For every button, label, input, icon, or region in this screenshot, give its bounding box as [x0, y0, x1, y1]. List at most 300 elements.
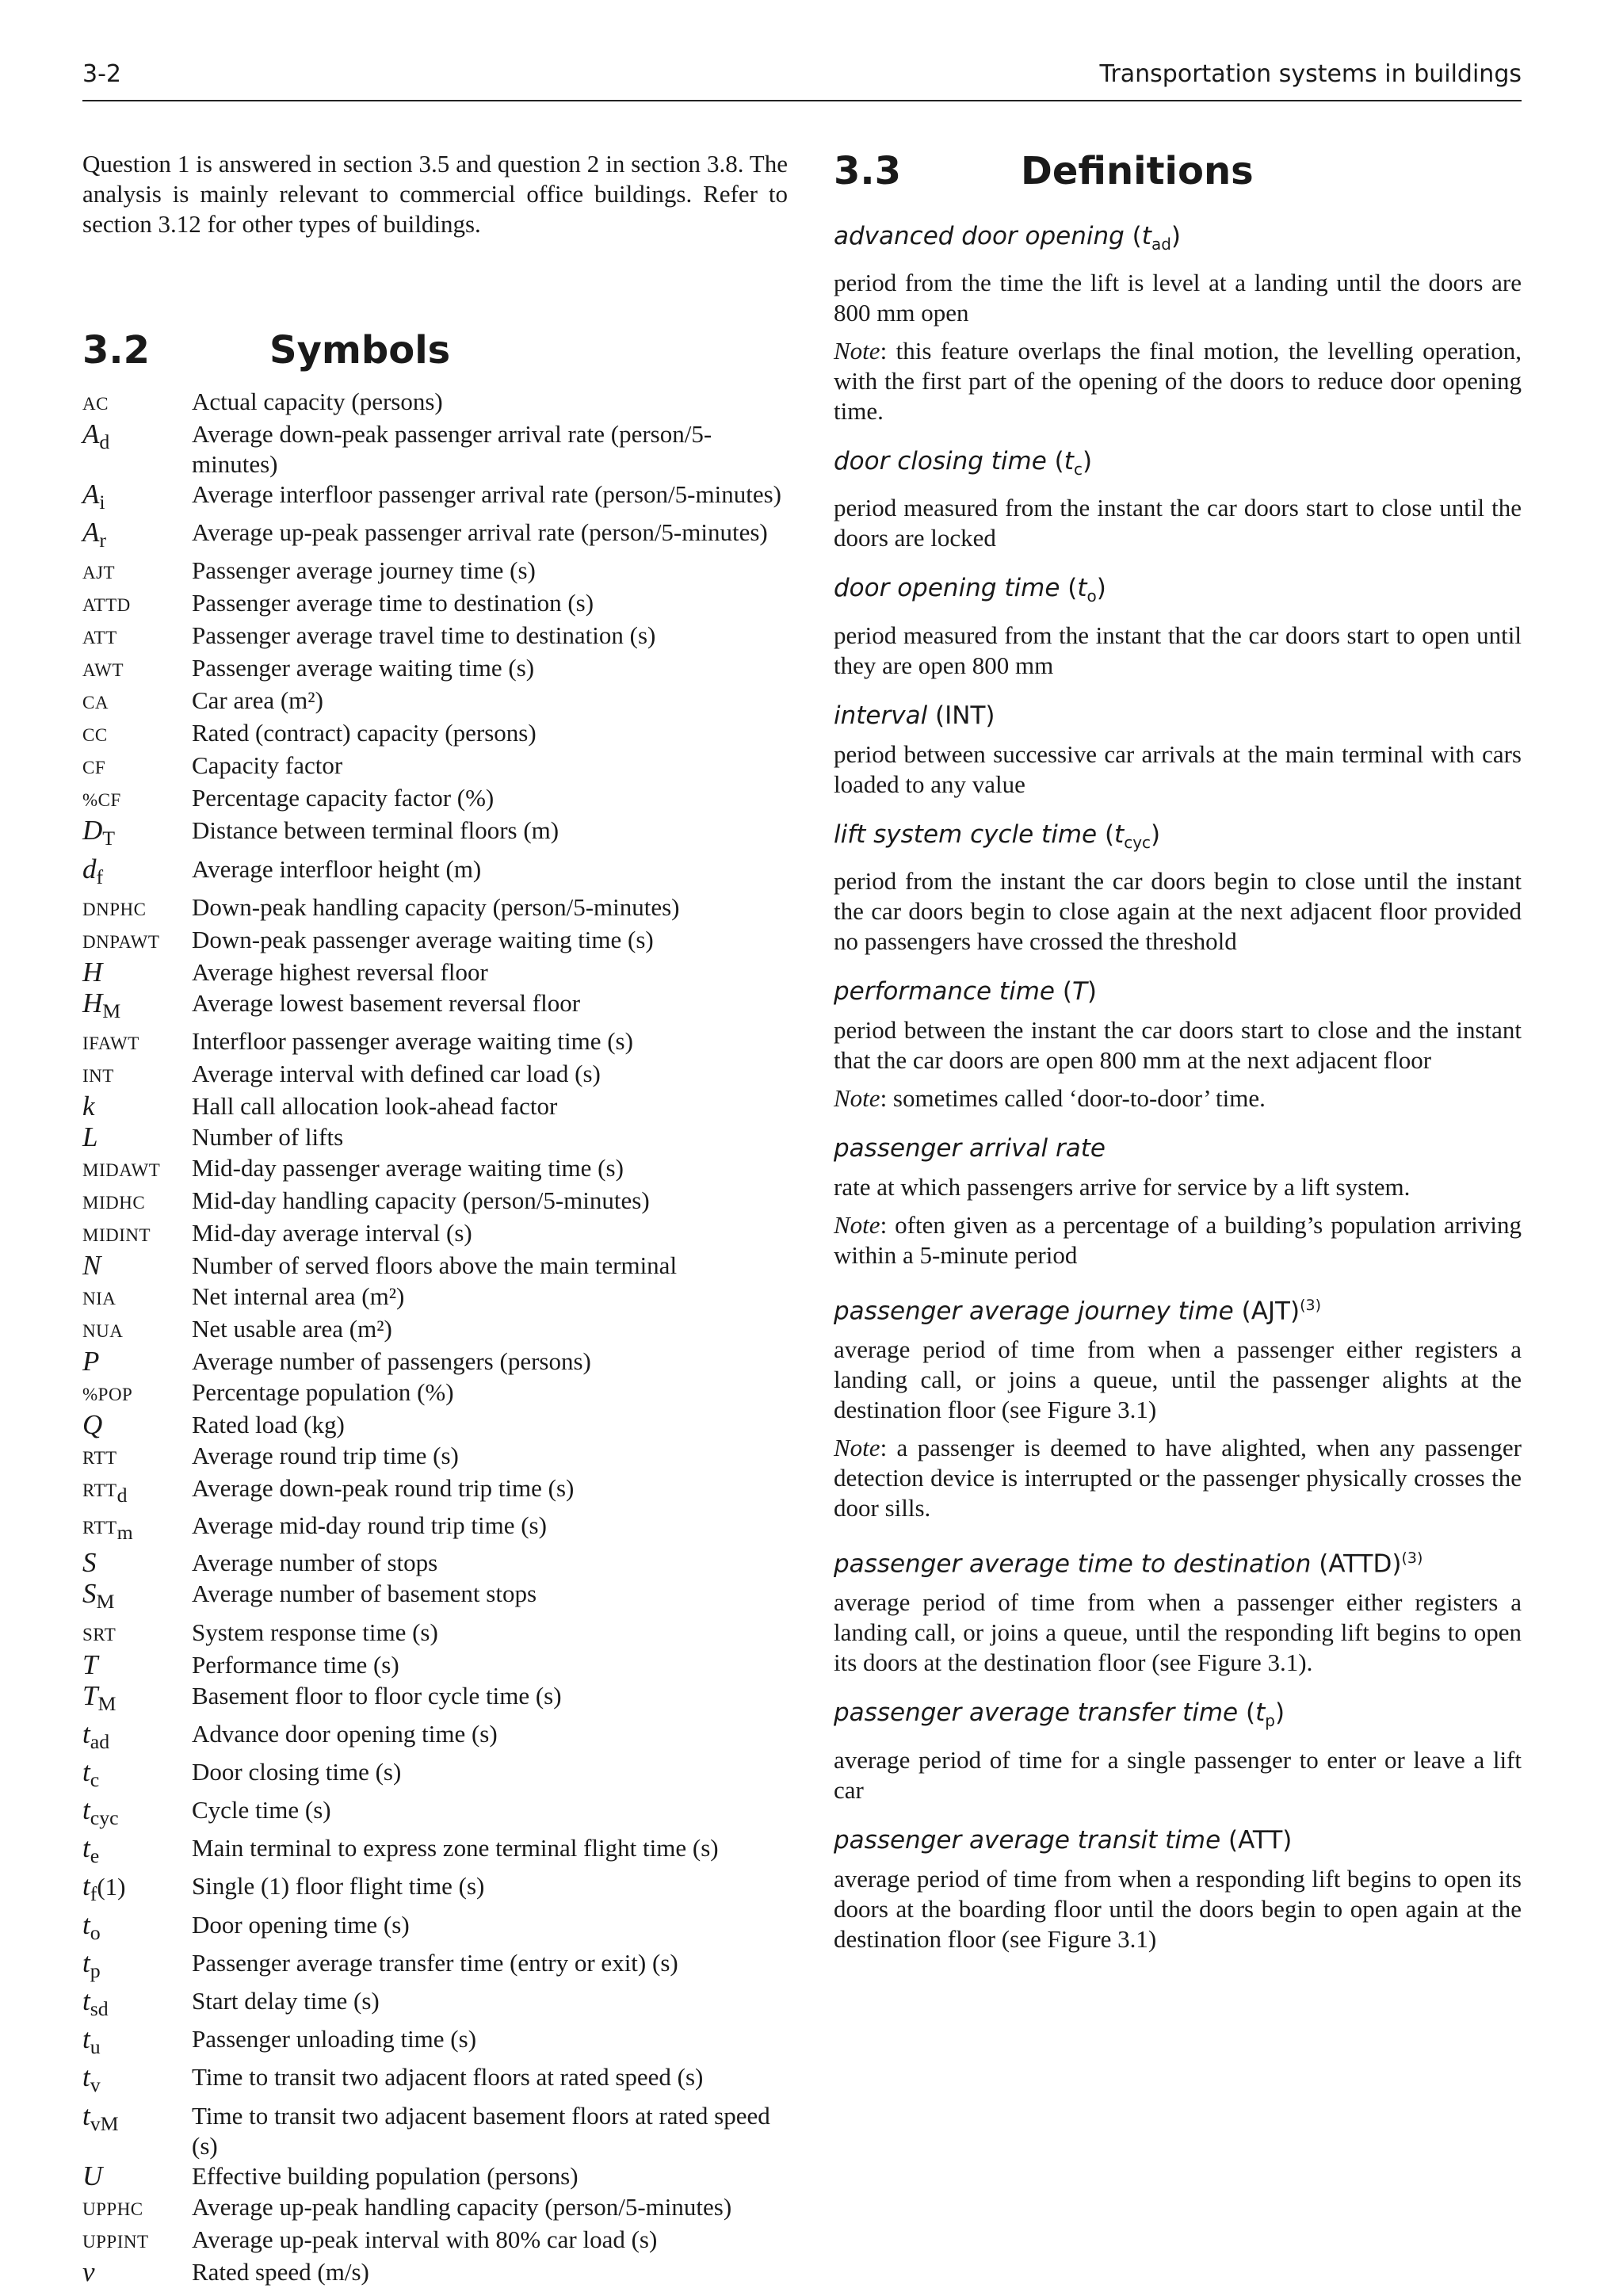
term-text: lift system cycle time [834, 819, 1098, 849]
definition-text [834, 1172, 1522, 1202]
symbol [82, 1153, 192, 1186]
symbol-definition: Rated speed (m/s) [192, 2257, 369, 2286]
symbol-main: t [82, 1794, 90, 1826]
symbol [82, 621, 192, 653]
symbol [82, 1650, 192, 1681]
definition-entry [834, 819, 1522, 957]
symbol-row [82, 1218, 788, 1251]
symbol-main: %CF [82, 790, 121, 811]
term-symbol: t [1255, 1698, 1266, 1728]
symbol [82, 1091, 192, 1122]
definition-text [834, 1015, 1522, 1075]
paren-close: ) [1096, 574, 1106, 603]
paren-close: ) [1086, 976, 1097, 1006]
symbol-row [82, 1948, 788, 1986]
symbol-main: Q [82, 1408, 103, 1440]
symbol [82, 1441, 192, 1473]
symbol-definition: Passenger average waiting time (s) [192, 654, 535, 682]
note-label: Note [834, 1434, 880, 1462]
symbol-row [82, 2257, 788, 2288]
paren-close: ) [1282, 1825, 1293, 1855]
symbol [82, 1026, 192, 1059]
definition-term [834, 1133, 1522, 1164]
symbol-main: t [82, 1870, 90, 1902]
symbol-main: AWT [82, 660, 124, 681]
symbol [82, 1833, 192, 1871]
section-title: Definitions [1021, 149, 1254, 193]
symbol [82, 2024, 192, 2062]
paren-open: ( [1220, 1825, 1239, 1855]
symbol-row [82, 1719, 788, 1757]
symbol-definition: Basement floor to floor cycle time (s) [192, 1681, 562, 1710]
symbol-subscript: i [99, 491, 105, 514]
symbol [82, 1186, 192, 1218]
definition-term [834, 700, 1522, 732]
term-symbol: t [1064, 447, 1074, 476]
symbol-row [82, 1871, 788, 1909]
symbol-subscript: M [97, 1691, 116, 1715]
definitions-list [834, 220, 1522, 1954]
symbol-row [82, 718, 788, 751]
symbol [82, 1511, 192, 1548]
definition-entry [834, 1697, 1522, 1805]
symbol-main: d [82, 853, 97, 884]
page-header [82, 57, 1522, 101]
symbol-definition: Mid-day handling capacity (person/5-minutes) [192, 1186, 650, 1214]
definition-body: period measured from the instant the car doors start to close until the doors are locked [834, 494, 1522, 552]
definition-term [834, 1697, 1522, 1736]
paren-open: ( [1238, 1698, 1256, 1728]
definition-body: average period of time from when a passenger either registers a landing call, or joins a queue, until the responding lift begins to open its doors at the destination floor (see Figure 3.1). [834, 1588, 1522, 1677]
symbol-subscript: c [90, 1768, 100, 1792]
left-column [82, 149, 788, 2288]
symbol [82, 1795, 192, 1833]
symbol-main: v [82, 2256, 95, 2287]
symbol-row [82, 556, 788, 588]
symbol-row [82, 1410, 788, 1441]
symbol-row [82, 1251, 788, 1282]
paren-open: ( [1060, 574, 1078, 603]
paren-close: ) [985, 701, 995, 730]
term-symbol-subscript: c [1073, 460, 1083, 479]
definition-entry [834, 1824, 1522, 1954]
symbol-subscript: m [116, 1521, 133, 1545]
symbol-main: AJT [82, 563, 116, 583]
symbol-row [82, 1681, 788, 1719]
symbol [82, 751, 192, 783]
symbol [82, 1681, 192, 1719]
symbol-definition: Hall call allocation look-ahead factor [192, 1091, 558, 1120]
symbol-definition: Average interfloor height (m) [192, 854, 482, 883]
symbol-row [82, 1650, 788, 1681]
symbol-definition: Actual capacity (persons) [192, 388, 443, 415]
symbol-definition: Average up-peak handling capacity (person/5-minutes) [192, 2192, 732, 2221]
symbol-definition: Net internal area (m²) [192, 1282, 405, 1310]
symbol-definition: Average number of basement stops [192, 1580, 537, 1608]
symbol-main: DNPAWT [82, 931, 160, 952]
symbol [82, 2101, 192, 2161]
definition-body: : often given as a percentage of a building’s population arriving within a 5-minute period [834, 1210, 1522, 1269]
definition-text [834, 268, 1522, 328]
definition-term [834, 819, 1522, 858]
symbol [82, 2062, 192, 2100]
symbol-row [82, 1833, 788, 1871]
symbol [82, 1251, 192, 1282]
paren-close: ) [1170, 222, 1181, 250]
paren-open: ( [1046, 447, 1064, 476]
symbol-definition: Percentage population (%) [192, 1377, 454, 1406]
symbol-definition: Average interval with defined car load (s) [192, 1059, 601, 1087]
section-title: Symbols [269, 328, 451, 372]
symbol-subscript: u [90, 2035, 101, 2059]
symbol-definition: Performance time (s) [192, 1650, 399, 1679]
symbol-definition: Net usable area (m²) [192, 1314, 392, 1343]
symbol [82, 2257, 192, 2288]
symbol [82, 686, 192, 718]
definition-text [834, 866, 1522, 957]
running-title: Transportation systems in buildings [1099, 60, 1522, 88]
symbol-definition: Time to transit two adjacent basement floors at rated speed (s) [192, 2101, 770, 2160]
definition-body: average period of time from when a passenger either registers a landing call, or joins a queue, until the passenger alights at the destination floor (see Figure 3.1) [834, 1335, 1522, 1424]
symbol-definition: Average interfloor passenger arrival rate (person/5-minutes) [192, 480, 781, 508]
symbol-definition: Average number of stops [192, 1549, 438, 1577]
definition-body: period from the time the lift is level at a landing until the doors are 800 mm open [834, 269, 1522, 327]
term-text: door opening time [834, 574, 1060, 603]
symbol-main: NUA [82, 1320, 124, 1341]
paren-open: ( [1233, 1297, 1251, 1326]
term-symbol-subscript: o [1086, 586, 1097, 606]
symbol-main: t [82, 1717, 90, 1749]
term-text: performance time [834, 976, 1055, 1006]
term-abbreviation: ATTD [1328, 1549, 1392, 1579]
symbol-definition: Average up-peak passenger arrival rate (person/5-minutes) [192, 518, 768, 547]
definition-text [834, 1587, 1522, 1678]
definition-body: period measured from the instant that the car doors start to open until they are open 800 mm [834, 621, 1522, 679]
symbol-definition: Mid-day average interval (s) [192, 1218, 472, 1247]
symbol-row [82, 1314, 788, 1347]
symbol-definition: Passenger average transfer time (entry or exit) (s) [192, 1948, 678, 1977]
symbol-main: L [82, 1121, 98, 1152]
definition-term [834, 1289, 1522, 1327]
definition-body: : sometimes called ‘door-to-door’ time. [880, 1083, 1266, 1112]
symbol [82, 1410, 192, 1441]
symbol [82, 518, 192, 556]
symbol-main: ATTD [82, 595, 131, 616]
symbol-row [82, 1091, 788, 1122]
symbol-row [82, 1548, 788, 1579]
paren-close: ) [1274, 1698, 1285, 1728]
symbol-row [82, 686, 788, 718]
symbol-subscript: e [90, 1844, 100, 1868]
symbol-definition: Effective building population (persons) [192, 2161, 579, 2190]
paren-close: ) [1289, 1297, 1300, 1326]
symbol-main: t [82, 1985, 90, 2016]
symbol-main: ATT [82, 628, 117, 648]
paren-open: ( [927, 701, 945, 730]
definition-text [834, 739, 1522, 800]
symbol-main: H [82, 956, 103, 988]
symbol-definition: Percentage capacity factor (%) [192, 784, 495, 812]
symbol-main: N [82, 1249, 101, 1281]
symbol-main: DNPHC [82, 899, 147, 919]
symbol-main: A [82, 517, 100, 548]
symbol-subscript: ad [90, 1729, 110, 1753]
paren-open: ( [1054, 976, 1072, 1006]
symbol-row [82, 419, 788, 479]
symbol-definition: Distance between terminal floors (m) [192, 816, 559, 845]
term-symbol: t [1077, 574, 1087, 603]
symbol-row [82, 1059, 788, 1091]
symbol-definition: Car area (m²) [192, 686, 323, 715]
definition-text [834, 1433, 1522, 1523]
symbol-definition: Average up-peak interval with 80% car load (s) [192, 2225, 658, 2253]
note-label: Note [834, 1083, 880, 1112]
symbol-main: t [82, 1946, 90, 1978]
symbol [82, 588, 192, 621]
symbol [82, 1314, 192, 1347]
symbol [82, 1122, 192, 1153]
symbol-main: MIDAWT [82, 1159, 161, 1180]
symbol-definition: Time to transit two adjacent floors at rated speed (s) [192, 2063, 704, 2092]
symbol-subscript: M [102, 999, 121, 1022]
definition-text [834, 1745, 1522, 1805]
symbol-row [82, 957, 788, 988]
definition-text [834, 336, 1522, 426]
definition-term [834, 445, 1522, 485]
symbol [82, 1618, 192, 1650]
symbol [82, 718, 192, 751]
symbol-row [82, 1186, 788, 1218]
symbol-row [82, 1757, 788, 1795]
definition-text [834, 621, 1522, 681]
symbol-main: MIDINT [82, 1224, 151, 1245]
symbol [82, 1579, 192, 1617]
symbol-row [82, 854, 788, 892]
definition-term [834, 572, 1522, 612]
term-text: interval [834, 701, 928, 730]
term-text: passenger arrival rate [834, 1133, 1106, 1163]
symbol-row [82, 892, 788, 925]
symbol-subscript: sd [90, 1997, 109, 2021]
symbol-row [82, 1377, 788, 1410]
right-column [834, 149, 1522, 1954]
symbol-main: RTT [82, 1447, 117, 1468]
term-text: door closing time [834, 447, 1047, 476]
paren-close: ) [1082, 447, 1093, 476]
symbol-row [82, 653, 788, 686]
term-symbol-subscript: ad [1151, 235, 1171, 254]
symbol [82, 1347, 192, 1377]
symbol-row [82, 816, 788, 854]
symbol-main: P [82, 1345, 100, 1377]
definition-entry [834, 1289, 1522, 1523]
symbol-definition: Number of served floors above the main terminal [192, 1251, 678, 1279]
symbol-subscript: M [96, 1590, 115, 1614]
symbol-suffix: (1) [97, 1873, 126, 1901]
symbol-row [82, 751, 788, 783]
symbol-row [82, 925, 788, 957]
symbol [82, 783, 192, 816]
intro-paragraph: Question 1 is answered in section 3.5 and question 2 in section 3.8. The analysis is mainly relevant to commercial office buildings. Refer to section 3.12 for other types of buildings. [82, 150, 788, 238]
definition-entry [834, 220, 1522, 426]
definition-text [834, 493, 1522, 553]
symbol-row [82, 783, 788, 816]
term-abbreviation: AJT [1251, 1297, 1290, 1326]
symbol-main: %POP [82, 1384, 133, 1404]
symbol-row [82, 1026, 788, 1059]
symbol-main: RTT [82, 1480, 117, 1500]
symbol-row [82, 621, 788, 653]
paren-open: ( [1124, 222, 1142, 250]
symbol-row [82, 1282, 788, 1314]
symbol-main: t [82, 2099, 90, 2131]
definition-entry [834, 445, 1522, 553]
symbol-subscript: d [99, 430, 110, 454]
symbol [82, 925, 192, 957]
symbol-main: IFAWT [82, 1033, 139, 1053]
symbol-row [82, 2225, 788, 2257]
symbol-subscript: r [99, 529, 106, 552]
symbol-main: t [82, 1832, 90, 1864]
definition-term [834, 1824, 1522, 1856]
note-label: Note [834, 1210, 880, 1239]
definition-text [834, 1083, 1522, 1114]
symbol-row [82, 2161, 788, 2192]
symbols-list [82, 387, 788, 2288]
symbol-main: NIA [82, 1288, 116, 1308]
symbol-row [82, 1618, 788, 1650]
symbol [82, 1719, 192, 1757]
symbol-subscript: f [90, 1882, 97, 1906]
symbols-heading [82, 328, 788, 380]
term-text: passenger average journey time [834, 1297, 1234, 1326]
symbol [82, 2161, 192, 2192]
symbol-definition: Door opening time (s) [192, 1910, 410, 1939]
symbol [82, 816, 192, 854]
symbol-main: UPPINT [82, 2231, 149, 2252]
definition-entry [834, 700, 1522, 800]
symbol [82, 892, 192, 925]
symbol-main: S [82, 1547, 97, 1579]
symbol [82, 1757, 192, 1795]
reference-marker: (3) [1401, 1549, 1423, 1568]
symbol-definition: Rated load (kg) [192, 1410, 345, 1438]
definition-entry [834, 976, 1522, 1114]
page-number: 3-2 [82, 60, 121, 88]
definition-entry [834, 1542, 1522, 1678]
symbol-main: UPPHC [82, 2199, 143, 2219]
paren-open: ( [1311, 1549, 1329, 1579]
symbol-main: S [82, 1578, 97, 1610]
symbol-definition: Down-peak passenger average waiting time (s) [192, 925, 654, 953]
symbol-subscript: cyc [90, 1806, 119, 1830]
definition-body: rate at which passengers arrive for service by a lift system. [834, 1172, 1411, 1201]
symbol-definition: Number of lifts [192, 1122, 344, 1151]
paren-close: ) [1392, 1549, 1402, 1579]
symbol-row [82, 1153, 788, 1186]
symbol-subscript: vM [90, 2111, 119, 2135]
symbol-definition: Rated (contract) capacity (persons) [192, 719, 537, 747]
symbol [82, 1871, 192, 1909]
section-number: 3.2 [82, 328, 151, 372]
symbol [82, 2192, 192, 2225]
symbol [82, 1377, 192, 1410]
symbol-main: CF [82, 758, 106, 778]
symbol [82, 1282, 192, 1314]
symbol-row [82, 2024, 788, 2062]
term-symbol-subscript: p [1265, 1711, 1275, 1731]
symbol [82, 419, 192, 479]
symbol [82, 1059, 192, 1091]
symbol-definition: Main terminal to express zone terminal flight time (s) [192, 1834, 719, 1862]
symbol-definition: Average number of passengers (persons) [192, 1347, 591, 1375]
symbol-definition: Down-peak handling capacity (person/5-minutes) [192, 892, 680, 921]
symbol-main: CC [82, 725, 108, 746]
symbol-definition: System response time (s) [192, 1618, 438, 1646]
term-symbol: t [1141, 222, 1151, 250]
definition-term [834, 220, 1522, 260]
symbol [82, 1473, 192, 1511]
symbol-definition: Cycle time (s) [192, 1796, 331, 1824]
note-label: Note [834, 337, 880, 365]
symbol-definition: Capacity factor [192, 751, 343, 780]
term-text: passenger average transit time [834, 1825, 1221, 1855]
symbol-subscript: v [90, 2073, 101, 2097]
reference-marker: (3) [1300, 1296, 1322, 1314]
definition-text [834, 1210, 1522, 1270]
symbol-main: INT [82, 1065, 114, 1086]
symbol [82, 387, 192, 419]
definition-body: : a passenger is deemed to have alighted, when any passenger detection device is interrupted or the passenger physically crosses the door sills. [834, 1434, 1522, 1522]
definition-term [834, 1542, 1522, 1580]
symbol-row [82, 1441, 788, 1473]
definition-text [834, 1335, 1522, 1425]
symbol-definition: Average down-peak round trip time (s) [192, 1473, 575, 1502]
symbol-row [82, 988, 788, 1026]
symbol-definition: Door closing time (s) [192, 1757, 402, 1786]
symbol [82, 1548, 192, 1579]
symbol [82, 1218, 192, 1251]
term-symbol-subscript: cyc [1124, 832, 1151, 852]
term-abbreviation: ATT [1238, 1825, 1283, 1855]
definition-body: : this feature overlaps the final motion, the levelling operation, with the first part of the opening of the doors to reduce door opening time. [834, 337, 1522, 426]
symbol-definition: Average highest reversal floor [192, 957, 488, 986]
symbol-row [82, 1347, 788, 1377]
symbol-main: t [82, 2023, 90, 2055]
symbol-row [82, 2101, 788, 2161]
symbol-main: RTT [82, 1518, 117, 1538]
symbol-definition: Single (1) floor flight time (s) [192, 1872, 485, 1901]
symbol [82, 854, 192, 892]
symbol-definition: Average round trip time (s) [192, 1441, 459, 1469]
symbol-row [82, 1910, 788, 1948]
symbol [82, 957, 192, 988]
symbol-row [82, 1511, 788, 1548]
paren-close: ) [1151, 819, 1161, 849]
symbol-row [82, 1986, 788, 2024]
term-text: passenger average time to destination [834, 1549, 1312, 1579]
symbol-definition: Average down-peak passenger arrival rate (person/5-minutes) [192, 420, 712, 478]
symbol-row [82, 479, 788, 518]
symbol-main: MIDHC [82, 1192, 146, 1213]
symbol-main: H [82, 987, 103, 1018]
symbol-row [82, 1795, 788, 1833]
symbol-row [82, 518, 788, 556]
definition-entry [834, 572, 1522, 680]
section-number: 3.3 [834, 149, 902, 193]
symbol-main: t [82, 2061, 90, 2093]
symbol-definition: Mid-day passenger average waiting time (s) [192, 1153, 624, 1182]
